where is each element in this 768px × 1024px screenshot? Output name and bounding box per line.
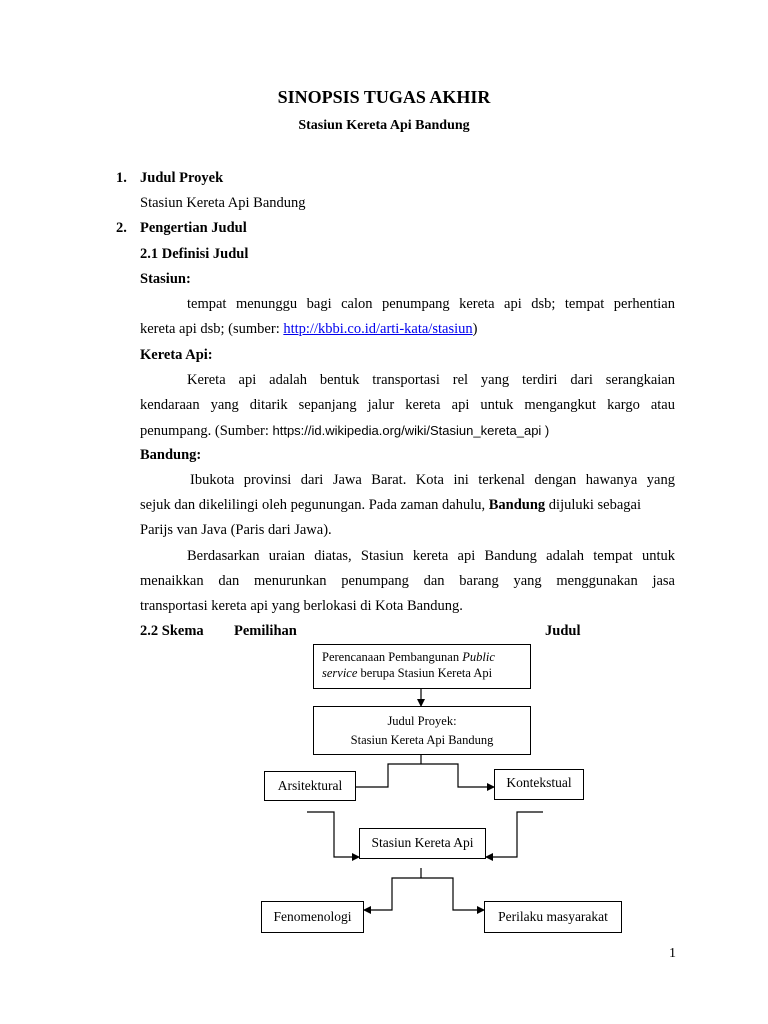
connector-split-right (421, 764, 494, 787)
box-judul-proyek (313, 706, 531, 755)
summary-line-3: transportasi kereta api yang berlokasi di Kota Bandung. (140, 598, 463, 614)
box-arsitektural: Arsitektural (264, 771, 356, 801)
connector-right-to-center (486, 812, 543, 857)
box-perencanaan-suffix: berupa Stasiun Kereta Api (357, 666, 493, 680)
bandung-line-2 (140, 493, 641, 518)
stasiun-line-2 (140, 317, 477, 342)
connector-split-left (346, 764, 421, 787)
section-2-2-label-a: 2.2 Skema (140, 623, 204, 639)
kereta-api-line-2: kendaraan yang ditarik sepanjang jalur kereta api untuk mengangkut kargo atau (140, 397, 675, 413)
document-title: SINOPSIS TUGAS AKHIR (277, 87, 491, 107)
kereta-api-heading: Kereta Api: (140, 347, 213, 363)
section-2-number: 2. (116, 220, 127, 236)
box-kontekstual: Kontekstual (494, 769, 584, 800)
bandung-line-2-bold: Bandung (488, 497, 546, 513)
section-1-body: Stasiun Kereta Api Bandung (140, 195, 306, 211)
section-1-title: Judul Proyek (140, 170, 224, 186)
page-number: 1 (669, 946, 676, 961)
connector-center-left (364, 878, 421, 910)
box-perencanaan-italic-1: Public (462, 650, 495, 664)
section-1-number: 1. (116, 170, 127, 186)
section-2-title: Pengertian Judul (140, 220, 247, 236)
summary-line-1: Berdasarkan uraian diatas, Stasiun kereta api Bandung adalah tempat untuk (187, 548, 675, 564)
section-2-2-label-b: Pemilihan (234, 623, 297, 639)
bandung-line-1: Ibukota provinsi dari Jawa Barat. Kota ini terkenal dengan hawanya yang (190, 472, 675, 488)
summary-line-2: menaikkan dan menurunkan penumpang dan barang yang menggunakan jasa (140, 573, 675, 589)
box-perilaku-masyarakat: Perilaku masyarakat (484, 901, 622, 933)
stasiun-line-2-suffix: ) (472, 321, 478, 337)
kereta-api-line-3-prefix: penumpang. (Sumber: (140, 423, 273, 439)
box-judul-proyek-line-2: Stasiun Kereta Api Bandung (350, 733, 494, 747)
bandung-line-2-suffix: dijuluki sebagai (545, 497, 642, 513)
box-stasiun-kereta-api: Stasiun Kereta Api (359, 828, 486, 859)
wikipedia-source-text: https://id.wikipedia.org/wiki/Stasiun_kereta_api ) (272, 423, 550, 438)
connector-center-right (421, 878, 484, 910)
connector-left-to-center (307, 812, 359, 857)
bandung-line-2-prefix: sejuk dan dikelilingi oleh pegunungan. Pada zaman dahulu, (140, 497, 489, 513)
kereta-api-line-1: Kereta api adalah bentuk transportasi rel yang terdiri dari serangkaian (187, 372, 675, 388)
bandung-heading: Bandung: (140, 447, 202, 463)
box-fenomenologi: Fenomenologi (261, 901, 364, 933)
box-perencanaan-italic-2: service (322, 666, 358, 680)
kereta-api-line-3 (140, 418, 549, 444)
bandung-line-3: Parijs van Java (Paris dari Jawa). (140, 522, 332, 538)
box-judul-proyek-line-1: Judul Proyek: (387, 714, 457, 728)
section-2-heading (116, 216, 247, 241)
box-perencanaan-prefix: Perencanaan Pembangunan (322, 650, 463, 664)
document-subtitle: Stasiun Kereta Api Bandung (298, 118, 470, 133)
section-2-1-heading: 2.1 Definisi Judul (140, 246, 249, 262)
stasiun-line-2-prefix: kereta api dsb; (sumber: (140, 321, 284, 337)
box-perencanaan (313, 644, 531, 689)
stasiun-line-1: tempat menunggu bagi calon penumpang kereta api dsb; tempat perhentian (187, 296, 675, 312)
section-1-heading (116, 166, 223, 191)
stasiun-heading: Stasiun: (140, 271, 191, 287)
section-2-2-label-c: Judul (545, 623, 581, 639)
kbbi-source-link[interactable]: http://kbbi.co.id/arti-kata/stasiun (283, 321, 473, 337)
